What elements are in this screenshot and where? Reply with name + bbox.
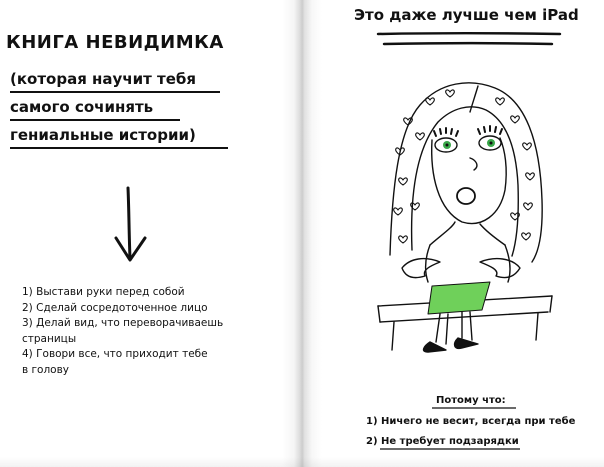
left-page-title: КНИГА НЕВИДИМКА <box>6 32 224 53</box>
reason-item: 1) Ничего не весит, всегда при тебе <box>366 416 576 427</box>
instruction-step: 4) Говори все, что приходит тебе <box>22 348 208 361</box>
right-page-title: Это даже лучше чем iPad <box>354 6 579 24</box>
title-underline <box>378 33 560 44</box>
subtitle-line-1: (которая научит тебя <box>10 70 196 88</box>
down-arrow-icon <box>116 188 145 260</box>
reason-item: 2) Не требует подзарядки <box>366 436 519 447</box>
girl-reading-illustration <box>378 83 552 352</box>
instruction-step: 3) Делай вид, что переворачиваешь <box>22 317 224 330</box>
instruction-step: 1) Выстави руки перед собой <box>22 286 185 298</box>
instruction-step: 2) Сделай сосредоточенное лицо <box>22 301 208 314</box>
subtitle-line-2: самого сочинять <box>10 98 153 116</box>
face-outline <box>432 138 506 223</box>
subtitle-line-3: гениальные истории) <box>10 126 196 144</box>
page-edge-shadow <box>0 457 604 467</box>
hair-outline <box>390 83 542 262</box>
instruction-step: страницы <box>22 332 77 345</box>
because-label: Потому что: <box>436 395 506 406</box>
book-gutter <box>282 0 322 467</box>
instruction-step: в голову <box>22 363 70 376</box>
